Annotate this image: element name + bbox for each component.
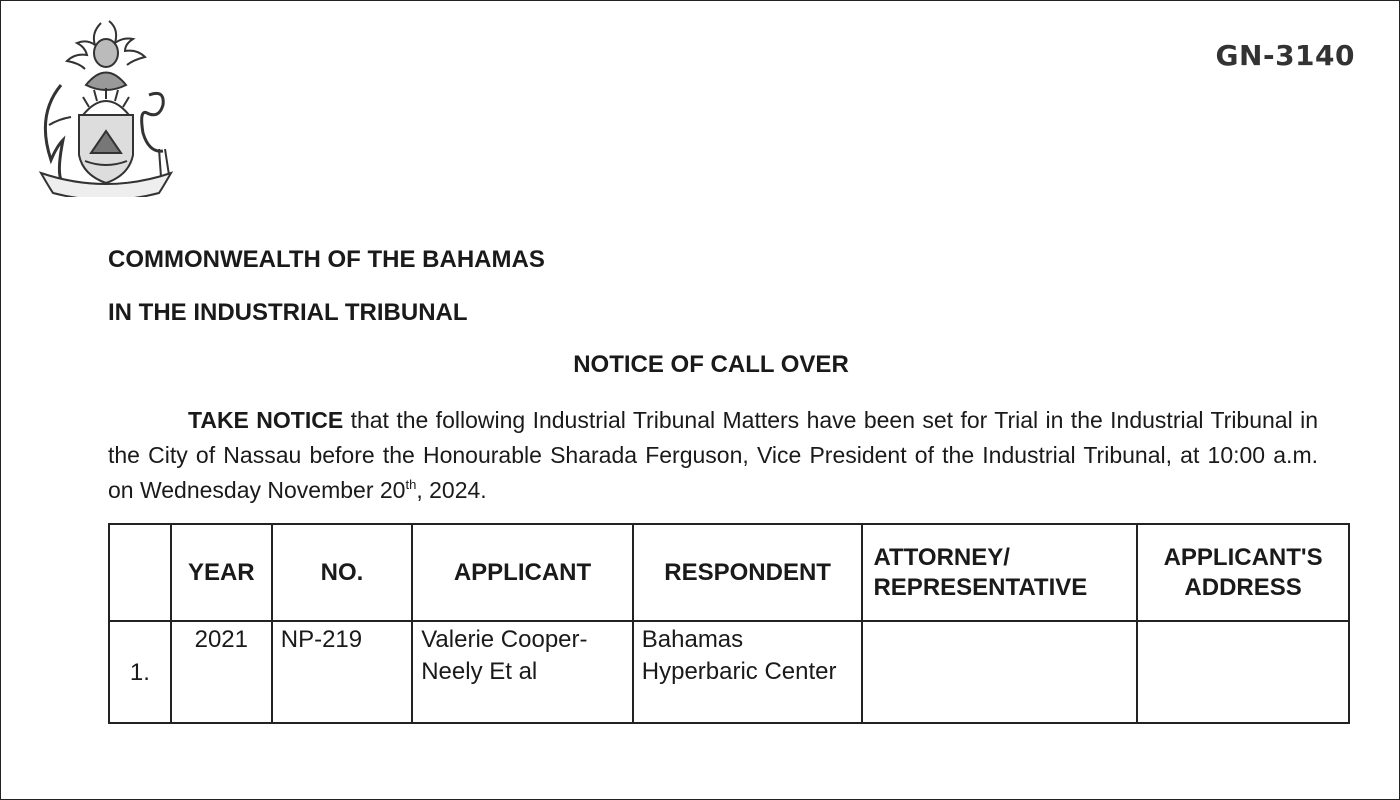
row-respondent: Bahamas Hyperbaric Center: [633, 621, 863, 723]
row-case-number: NP-219: [272, 621, 412, 723]
notice-title: NOTICE OF CALL OVER: [573, 351, 849, 378]
table-header-row: [109, 524, 1349, 621]
header-respondent: RESPONDENT: [633, 524, 863, 621]
header-attorney: ATTORNEY/ REPRESENTATIVE: [862, 524, 1137, 621]
header-index: [109, 524, 171, 621]
row-attorney: [862, 621, 1137, 723]
matters-table: [108, 523, 1350, 724]
notice-body-paragraph: [108, 403, 1318, 508]
header-no: NO.: [272, 524, 412, 621]
take-notice-lead: TAKE NOTICE: [188, 407, 344, 433]
coat-of-arms-icon: [31, 15, 181, 197]
notice-number: GN-3140: [1215, 39, 1355, 72]
row-applicant-address: [1137, 621, 1349, 723]
header-applicant-address: APPLICANT'S ADDRESS: [1137, 524, 1349, 621]
header-applicant: APPLICANT: [412, 524, 633, 621]
date-ordinal-suffix: th: [405, 477, 417, 492]
notice-body-end: , 2024.: [416, 477, 487, 503]
header-year: YEAR: [171, 524, 272, 621]
row-year: 2021: [171, 621, 272, 723]
country-heading: COMMONWEALTH OF THE BAHAMAS: [108, 246, 545, 273]
court-heading: IN THE INDUSTRIAL TRIBUNAL: [108, 299, 468, 326]
row-index: 1.: [109, 621, 171, 723]
notice-body-text: that the following Industrial Tribunal Matters have been set for Trial in the Industrial Tribunal in the City of Nassau before the Honourable Sharada Ferguson, Vice President of the Industrial Tribunal, at 10:00 a.m. on Wednesday November 20: [108, 407, 1318, 503]
table-row: [109, 621, 1349, 723]
row-applicant: Valerie Cooper-Neely Et al: [412, 621, 633, 723]
